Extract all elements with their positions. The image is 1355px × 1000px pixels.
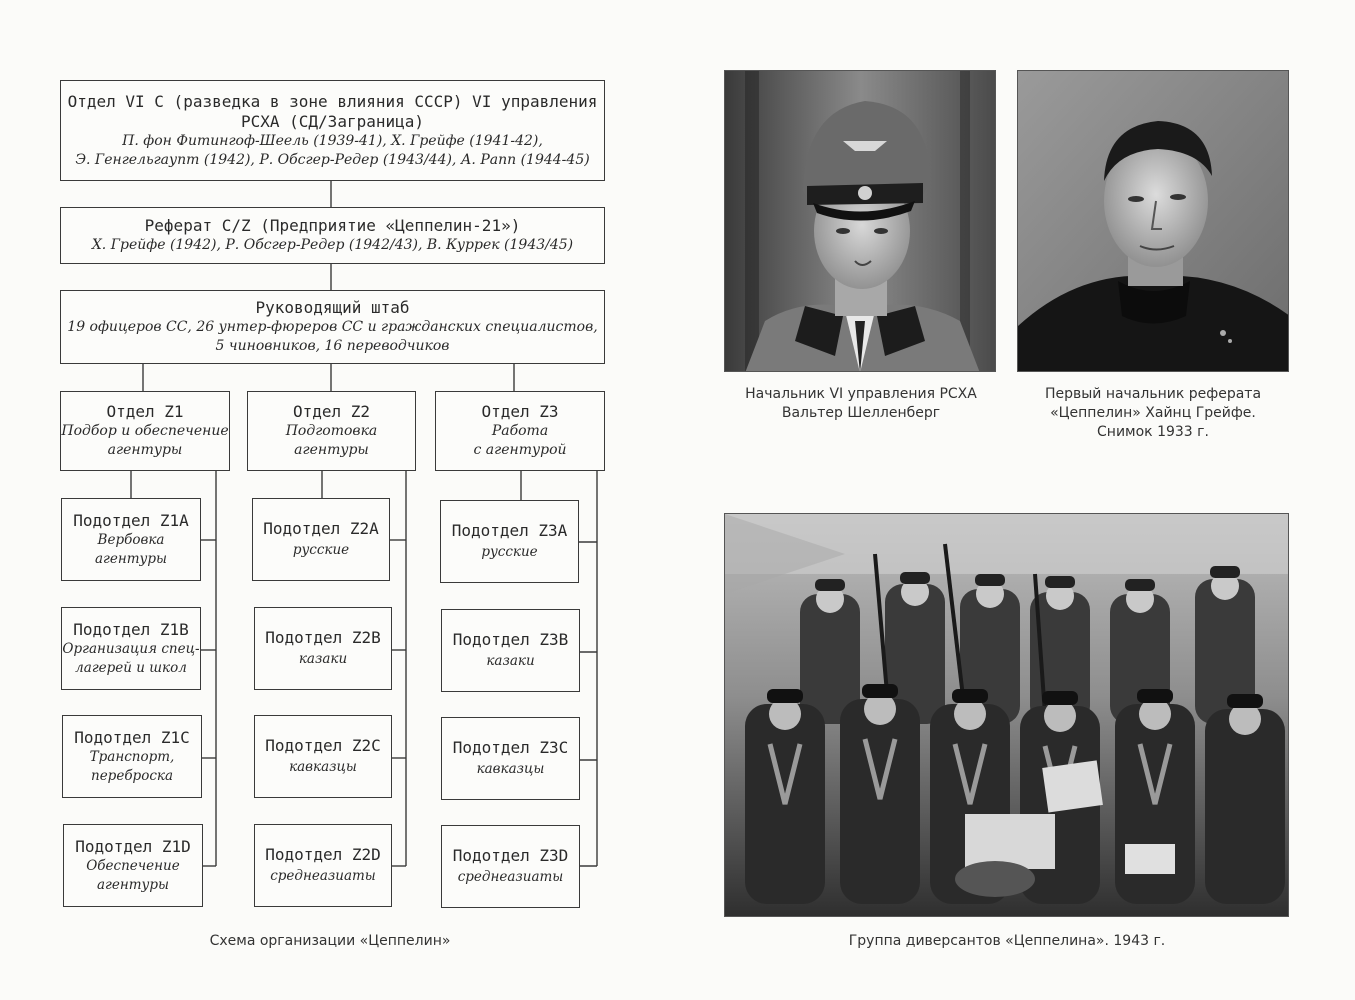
- saboteur-group-photo: [724, 513, 1289, 917]
- subdepartment-line-2: переброска: [91, 767, 173, 784]
- photo1-caption-line-2: Вальтер Шелленберг: [781, 405, 941, 421]
- staff-line-1: 19 офицеров СС, 26 унтер-фюреров СС и гражданских специалистов,: [67, 319, 598, 335]
- photo2-caption-line-1: Первый начальник реферата: [1044, 386, 1262, 402]
- staff-line-2: 5 чиновников, 16 переводчиков: [215, 338, 450, 354]
- subdepartment-title: Подотдел Z2A: [263, 519, 379, 538]
- department-line-2: с агентурой: [473, 442, 567, 458]
- subdepartment-line-1: русские: [481, 544, 538, 560]
- department-z3-box: [435, 391, 605, 471]
- subdepartment-line-1: Организация спец-: [62, 640, 200, 657]
- department-z2-box: [247, 391, 416, 471]
- subdepartment-line-1: Транспорт,: [89, 748, 175, 765]
- photo2-caption-line-2: «Цеппелин» Хайнц Грейфе.: [1050, 405, 1256, 421]
- subdepartment-line-1: среднеазиаты: [270, 868, 376, 884]
- subdepartment-z2c-box: [254, 715, 392, 798]
- subdepartment-line-1: среднеазиаты: [457, 869, 564, 885]
- left-page: [0, 0, 677, 1000]
- photo1-caption-line-1: Начальник VI управления РСХА: [745, 386, 977, 402]
- top-department-heads-2: Э. Генгельгаупт (1942), Р. Обсгер-Редер (1943/44), А. Рапп (1944-45): [75, 151, 590, 168]
- subdepartment-z3b-box: [441, 609, 580, 692]
- right-page: [677, 0, 1355, 1000]
- department-z1-box: [60, 391, 230, 471]
- staff-box: [60, 290, 605, 364]
- top-department-title-2: РСХА (СД/Заграница): [240, 111, 425, 131]
- subdepartment-line-1: кавказцы: [289, 759, 357, 775]
- top-department-heads-1: П. фон Фитингоф-Шеель (1939-41), Х. Грейфе (1941-42),: [122, 132, 543, 149]
- subdepartment-title: Подотдел Z3B: [452, 630, 569, 649]
- org-chart-caption: Схема организации «Цеппелин»: [209, 933, 451, 949]
- subdepartment-z1c-box: [62, 715, 202, 798]
- subdepartment-title: Подотдел Z3C: [452, 738, 569, 757]
- photo3-caption: Группа диверсантов «Цеппелина». 1943 г.: [848, 933, 1166, 949]
- subdepartment-title: Подотдел Z3A: [451, 521, 568, 540]
- subdepartment-line-1: Обеспечение: [86, 857, 180, 874]
- subdepartment-z2b-box: [254, 607, 392, 690]
- subdepartment-z2a-box: [252, 498, 390, 581]
- referat-title: Реферат C/Z (Предприятие «Цеппелин-21»): [144, 216, 521, 235]
- subdepartment-z1d-box: [63, 824, 203, 907]
- subdepartment-title: Подотдел Z1D: [75, 836, 191, 856]
- subdepartment-title: Подотдел Z1A: [73, 510, 189, 530]
- subdepartment-z1a-box: [61, 498, 201, 581]
- photo2-caption-line-3: Снимок 1933 г.: [1097, 424, 1209, 440]
- photo1-caption: [717, 385, 1005, 423]
- department-title: Отдел Z3: [481, 402, 559, 421]
- referat-box: [60, 207, 605, 264]
- referat-heads: Х. Грейфе (1942), Р. Обсгер-Редер (1942/43), В. Куррек (1943/45): [91, 237, 574, 253]
- photo2-caption: [1007, 385, 1299, 442]
- subdepartment-line-2: агентуры: [94, 550, 168, 567]
- subdepartment-line-1: кавказцы: [476, 761, 545, 777]
- subdepartment-title: Подотдел Z1B: [73, 619, 189, 639]
- subdepartment-z3d-box: [441, 825, 580, 908]
- subdepartment-line-1: казаки: [486, 653, 535, 669]
- subdepartment-line-1: Вербовка: [97, 531, 165, 548]
- subdepartment-z3a-box: [440, 500, 579, 583]
- department-line-1: Подбор и обеспечение: [61, 423, 229, 439]
- subdepartment-title: Подотдел Z2B: [265, 628, 381, 647]
- subdepartment-line-1: русские: [292, 542, 350, 558]
- department-title: Отдел Z1: [106, 402, 184, 421]
- schellenberg-portrait-photo: [724, 70, 996, 372]
- top-department-title-1: Отдел VI C (разведка в зоне влияния СССР) VI управления: [67, 91, 598, 111]
- subdepartment-line-2: лагерей и школ: [75, 659, 187, 676]
- subdepartment-line-2: агентуры: [96, 876, 170, 893]
- subdepartment-line-1: казаки: [298, 651, 348, 667]
- subdepartment-z2d-box: [254, 824, 392, 907]
- top-department-box: [60, 80, 605, 181]
- subdepartment-z3c-box: [441, 717, 580, 800]
- subdepartment-title: Подотдел Z2D: [265, 845, 381, 864]
- department-line-1: Работа: [491, 423, 549, 439]
- department-line-2: агентуры: [294, 442, 369, 458]
- subdepartment-z1b-box: [61, 607, 201, 690]
- subdepartment-title: Подотдел Z1C: [74, 727, 190, 747]
- department-line-2: агентуры: [107, 442, 183, 458]
- department-line-1: Подготовка: [285, 423, 378, 439]
- subdepartment-title: Подотдел Z3D: [452, 846, 569, 865]
- department-title: Отдел Z2: [292, 402, 371, 421]
- greife-portrait-photo: [1017, 70, 1289, 372]
- subdepartment-title: Подотдел Z2C: [265, 736, 381, 755]
- staff-title: Руководящий штаб: [255, 298, 410, 317]
